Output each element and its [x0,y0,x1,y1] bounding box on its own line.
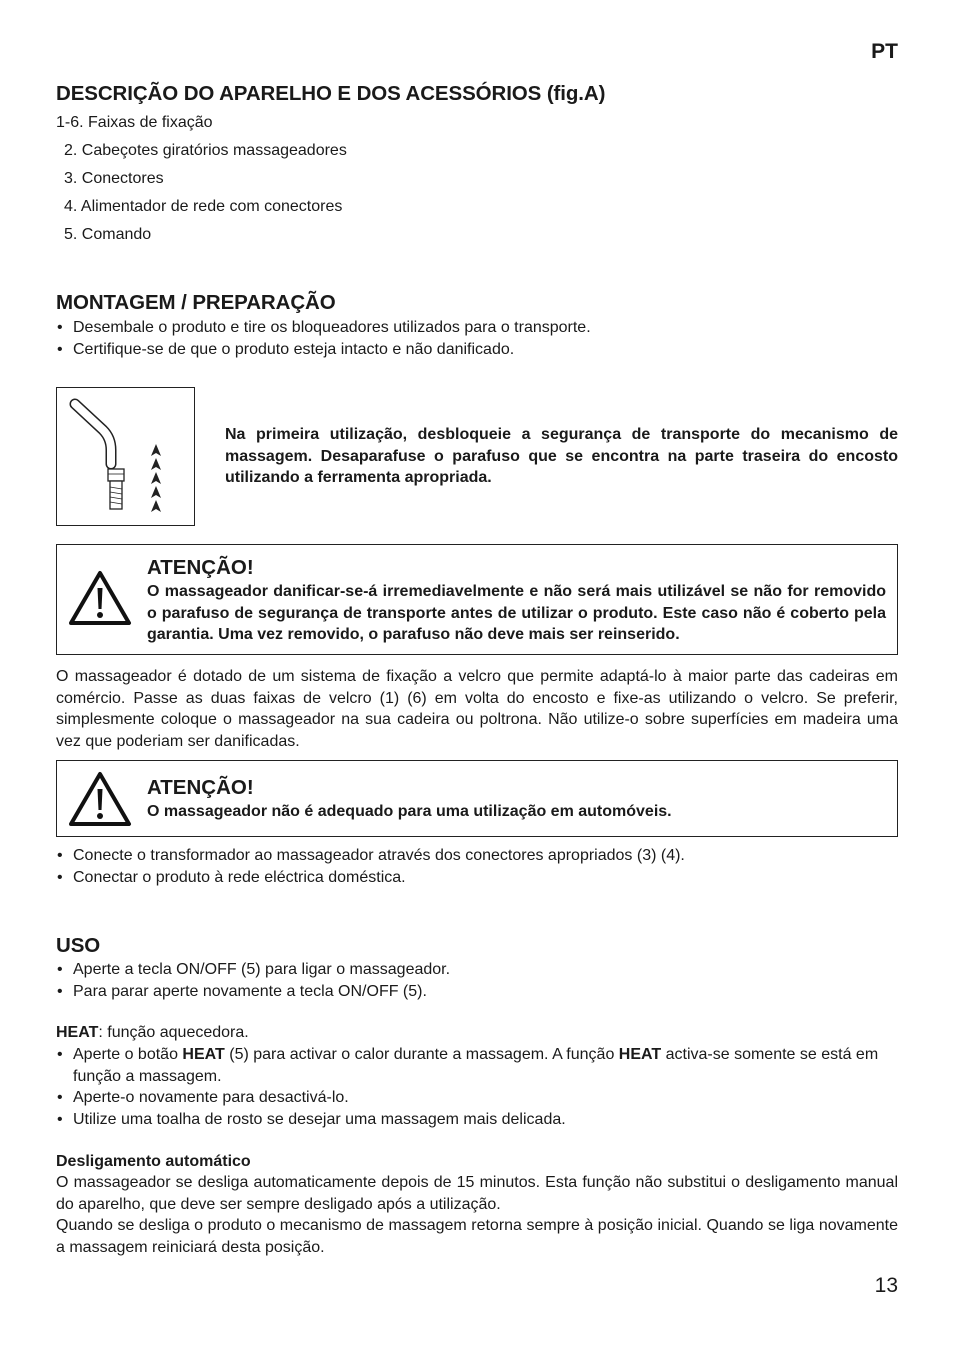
list-item: 1-6. Faixas de fixação [56,114,213,131]
heat-heading [56,1022,898,1044]
heat-label: HEAT [56,1024,99,1041]
warning-title: ATENÇÃO! [147,776,254,799]
language-code: PT [871,40,898,63]
warning-box [56,760,898,837]
section-title-description: DESCRIÇÃO DO APARELHO E DOS ACESSÓRIOS (fig.A) [56,82,606,105]
heat-bullets [56,1044,898,1130]
warning-text: O massageador danificar-se-á irremediavelmente e não será mais utilizável se não for removido o parafuso de segurança de transporte antes de utilizar o produto. Este caso não é coberto pela garantia. Uma vez removido, o parafuso não deve mais ser reinserido. [147,583,886,643]
list-item: 4. Alimentador de rede com conectores [64,198,343,215]
use-bullets [56,959,898,1002]
list-item: 3. Conectores [64,170,164,187]
bullet-item: • Utilize uma toalha de rosto se desejar uma massagem mais delicada. [56,1109,898,1131]
list-item: 5. Comando [64,226,152,243]
auto-off-paragraph-1: O massageador se desliga automaticamente depois de 15 minutos. Esta função não substitui o desligamento manual do aparelho, que deve ser sempre desligado após a utilização. [56,1174,898,1213]
bullet-item: • Aperte a tecla ON/OFF (5) para ligar o massageador. [56,959,898,981]
bullet-item: • Conectar o produto à rede eléctrica doméstica. [56,867,898,889]
warning-triangle-icon [67,569,133,627]
warning-box [56,544,898,655]
allen-key-icon [57,388,193,524]
page-number: 13 [874,1274,898,1297]
tool-illustration [56,387,195,526]
bullet-item: • Para parar aperte novamente a tecla ON/OFF (5). [56,981,898,1003]
list-item: 2. Cabeçotes giratórios massageadores [64,142,347,159]
heat-description: : função aquecedora. [98,1024,249,1041]
bullet-item: • Certifique-se de que o produto esteja intacto e não danificado. [56,339,898,361]
section-title-use: USO [56,934,101,957]
bullet-item: • Aperte-o novamente para desactivá-lo. [56,1087,898,1109]
connection-bullets [56,845,898,888]
warning-title: ATENÇÃO! [147,556,254,579]
warning-triangle-icon [67,770,133,828]
velcro-paragraph: O massageador é dotado de um sistema de fixação a velcro que permite adaptá-lo à maior parte das cadeiras em comércio. Passe as duas faixas de velcro (1) (6) em volta do encosto e fixe-as utilizando o velcro. Se preferir, simplesmente coloque o massageador na sua cadeira ou poltrona. Não utilize-o sobre superfícies em madeira uma vez que poderiam ser danificadas. [56,668,898,750]
section-title-assembly: MONTAGEM / PREPARAÇÃO [56,291,336,314]
auto-off-title: Desligamento automático [56,1153,251,1170]
bullet-item: • Desembale o produto e tire os bloqueadores utilizados para o transporte. [56,317,898,339]
bullet-item: • Aperte o botão HEAT (5) para activar o calor durante a massagem. A função HEAT activa-se somente se está em função a massagem. [56,1044,898,1087]
warning-text: O massageador não é adequado para uma utilização em automóveis. [147,803,672,820]
parts-list [56,109,347,249]
tool-instruction: Na primeira utilização, desbloqueie a segurança de transporte do mecanismo de massagem. Desaparafuse o parafuso que se encontra na parte traseira do encosto utilizando a ferramenta apropriada. [225,426,898,486]
assembly-bullets [56,317,898,360]
bullet-item: • Conecte o transformador ao massageador através dos conectores apropriados (3) (4). [56,845,898,867]
auto-off-paragraph-2: Quando se desliga o produto o mecanismo de massagem retorna sempre à posição inicial. Quando se liga novamente a massagem reiniciará desta posição. [56,1217,898,1256]
